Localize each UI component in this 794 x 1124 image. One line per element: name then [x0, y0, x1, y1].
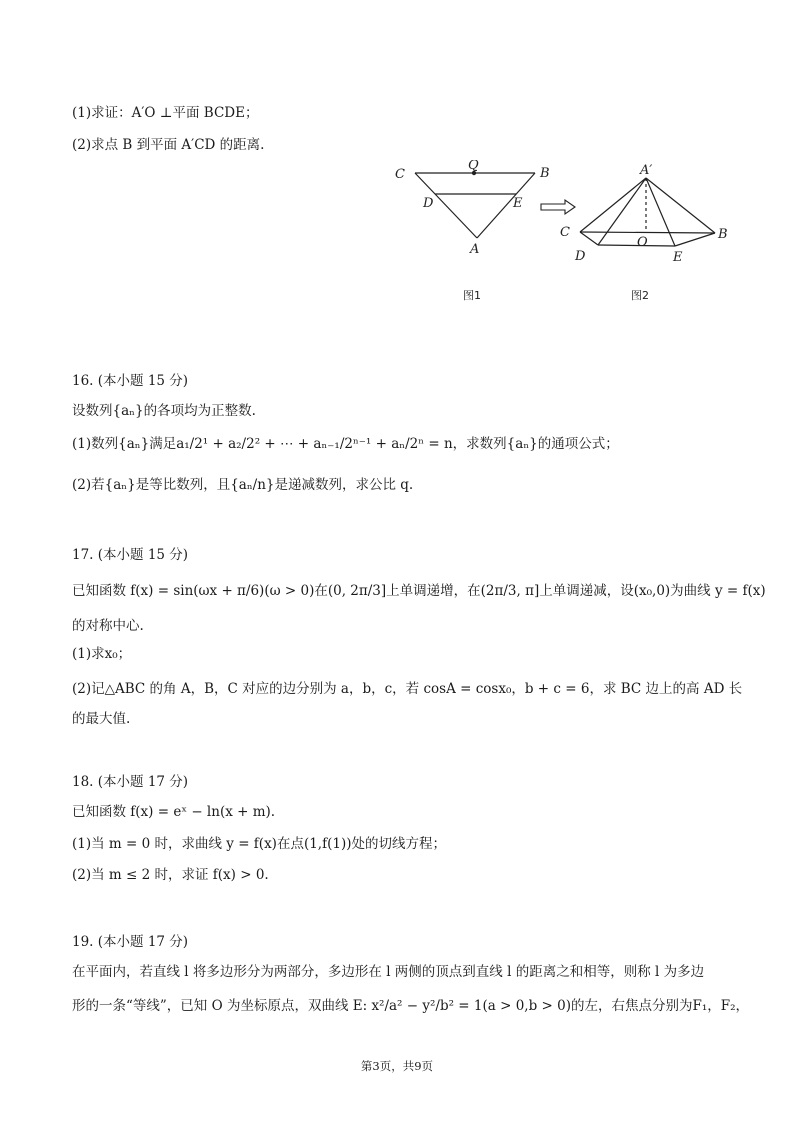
- problem17-intro-line1: 已知函数 f(x) = sin(ωx + π/6)(ω > 0)在(0, 2π/3]上单调递增，在(2π/3, π]上单调递减，设(x₀,0)为曲线 y = f(x): [72, 583, 766, 599]
- problem19-line1: 在平面内，若直线 l 将多边形分为两部分，多边形在 l 两侧的顶点到直线 l 的距离之和相等，则称 l 为多边: [72, 964, 705, 980]
- problem16-header: 16. (本小题 15 分): [72, 373, 189, 389]
- fig1-label-a: A: [470, 242, 480, 257]
- fig2-label-o: O: [637, 235, 648, 250]
- fig1-label-b: B: [540, 166, 550, 181]
- fig2-label-d: D: [575, 249, 586, 264]
- fig2-caption: 图2: [631, 289, 649, 302]
- fig2-label-e: E: [673, 250, 683, 265]
- problem18-part1: (1)当 m = 0 时，求曲线 y = f(x)在点(1,f(1))处的切线方程；: [72, 836, 446, 852]
- problem15-part2: (2)求点 B 到平面 A′CD 的距离.: [72, 137, 265, 153]
- problem15-part1: (1)求证：A′O ⊥平面 BCDE；: [72, 105, 259, 121]
- fig1-label-e: E: [513, 196, 523, 211]
- fig1-label-c: C: [395, 167, 405, 182]
- geometry-figures: [385, 160, 745, 310]
- problem19-header: 19. (本小题 17 分): [72, 934, 189, 950]
- arrow-icon: [541, 200, 575, 214]
- problem19-line2: 形的一条“等线”，已知 O 为坐标原点，双曲线 E: x²/a² − y²/b² = 1(a > 0,b > 0)的左，右焦点分别为F₁，F₂，: [72, 998, 750, 1014]
- problem17-part2-line2: 的最大值.: [72, 711, 131, 727]
- problem16-part1: (1)数列{aₙ}满足a₁/2¹ + a₂/2² + ⋯ + aₙ₋₁/2ⁿ⁻¹ + aₙ/2ⁿ = n，求数列{aₙ}的通项公式；: [72, 436, 619, 452]
- problem17-part1: (1)求x₀；: [72, 646, 132, 662]
- problem16-intro: 设数列{aₙ}的各项均为正整数.: [72, 403, 256, 419]
- fig1-label-q: Q: [468, 160, 479, 173]
- fig2-label-b: B: [718, 227, 728, 242]
- fig1-label-d: D: [423, 196, 434, 211]
- fig2-label-c: C: [560, 225, 570, 240]
- problem18-part2: (2)当 m ≤ 2 时，求证 f(x) > 0.: [72, 867, 269, 883]
- problem17-header: 17. (本小题 15 分): [72, 547, 189, 563]
- problem17-intro-line2: 的对称中心.: [72, 618, 144, 634]
- problem16-part2: (2)若{aₙ}是等比数列，且{aₙ/n}是递减数列，求公比 q.: [72, 477, 414, 493]
- fig1-caption: 图1: [463, 289, 481, 302]
- fig2-label-a: A′: [640, 163, 653, 178]
- problem18-intro: 已知函数 f(x) = eˣ − ln(x + m).: [72, 804, 276, 820]
- problem17-part2-line1: (2)记△ABC 的角 A，B，C 对应的边分别为 a，b，c，若 cosA = cosx₀，b + c = 6，求 BC 边上的高 AD 长: [72, 681, 743, 697]
- problem18-header: 18. (本小题 17 分): [72, 774, 189, 790]
- page-footer: 第3页，共9页: [360, 1059, 434, 1073]
